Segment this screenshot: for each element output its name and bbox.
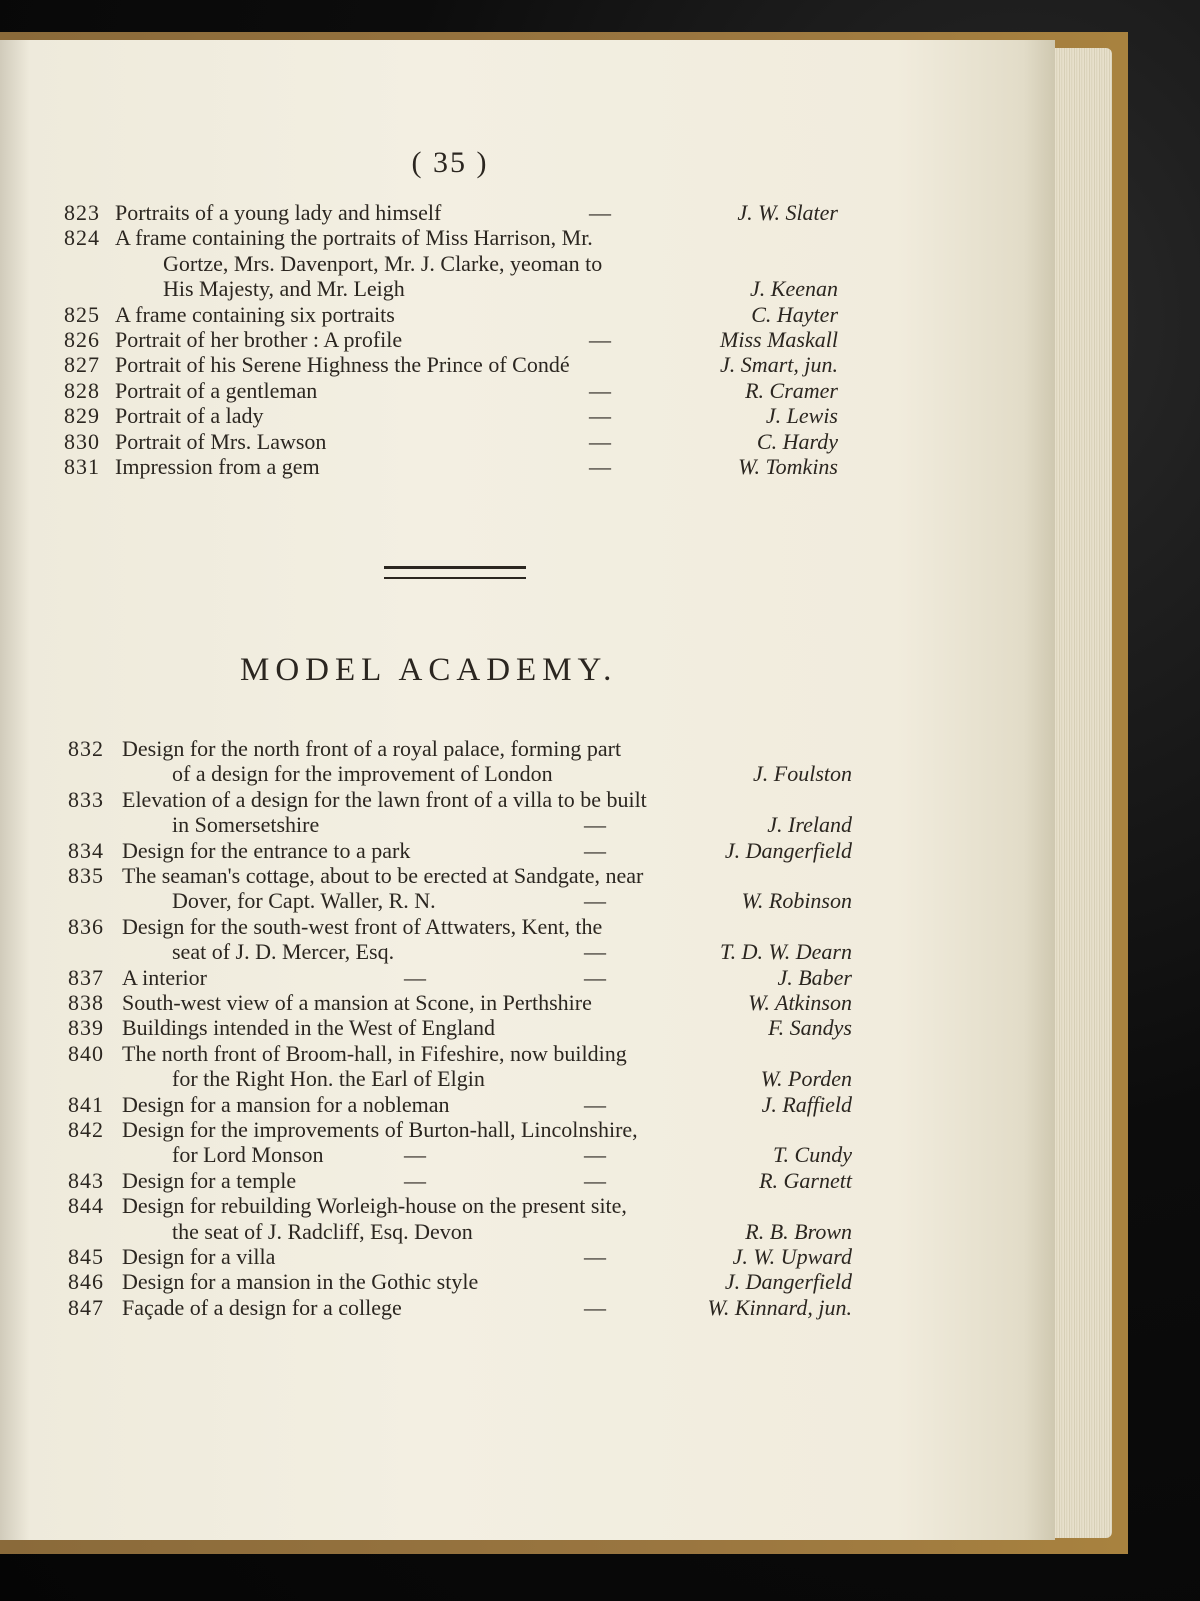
dash-separator: — (584, 837, 606, 863)
artist-name: C. Hardy (756, 428, 838, 454)
entry-title: A frame containing six portraits (115, 301, 395, 327)
entry-line (0, 225, 1000, 253)
artist-name: T. D. W. Dearn (719, 939, 852, 965)
entry-line (0, 939, 1000, 967)
entry-number: 837 (68, 964, 104, 990)
entry-number: 844 (68, 1193, 104, 1219)
entry-title: The seaman's cottage, about to be erected at Sandgate, near (122, 863, 644, 888)
dash-separator: — (584, 1244, 606, 1269)
dash-separator: — (589, 327, 611, 352)
dash-separator: — (589, 428, 611, 454)
artist-name: J. W. Upward (732, 1244, 852, 1269)
dash-separator: — (584, 1294, 606, 1320)
entry-number: 827 (64, 352, 100, 378)
entry-line (0, 1219, 1000, 1247)
entry-number: 845 (68, 1244, 104, 1269)
entry-number: 843 (68, 1167, 104, 1193)
artist-name: R. Cramer (745, 377, 838, 403)
entry-title: Design for the north front of a royal palace, forming part (122, 736, 622, 761)
entry-line (0, 736, 1000, 764)
entry-line (0, 812, 1000, 840)
entry-title: Design for rebuilding Worleigh-house on the present site, (122, 1193, 627, 1219)
entry-title: Portrait of his Serene Highness the Prince of Condé (115, 352, 570, 378)
entry-line (0, 1193, 1000, 1221)
entry-number: 823 (64, 200, 100, 225)
artist-name: F. Sandys (768, 1015, 852, 1041)
entry-title: Portrait of a lady (115, 403, 264, 429)
entry-line (0, 914, 1000, 942)
entry-line (0, 888, 1000, 916)
entry-title: South-west view of a mansion at Scone, in Perthshire (122, 990, 592, 1015)
dash-separator: — (589, 454, 611, 479)
page-number: ( 35 ) (411, 146, 489, 179)
entry-number: 825 (64, 301, 100, 327)
entry-title: The north front of Broom-hall, in Fifeshire, now building (122, 1040, 627, 1066)
entry-line (0, 327, 1000, 355)
entry-title: Portrait of her brother : A profile (115, 327, 403, 352)
entry-number: 831 (64, 454, 100, 479)
entry-line (0, 1295, 1000, 1323)
entry-number: 824 (64, 225, 100, 251)
entry-line (0, 1244, 1000, 1272)
entry-line (0, 1066, 1000, 1094)
section-heading: MODEL ACADEMY. (240, 652, 618, 688)
entry-line (0, 429, 1000, 457)
artist-name: J. Dangerfield (724, 1269, 852, 1295)
entry-title: Design for the entrance to a park (122, 837, 411, 863)
entry-line (0, 403, 1000, 431)
entry-title: Gortze, Mrs. Davenport, Mr. J. Clarke, yeoman to (163, 250, 603, 276)
entry-title: Buildings intended in the West of England (122, 1015, 496, 1041)
artist-name: Miss Maskall (720, 327, 838, 352)
entry-title: for the Right Hon. the Earl of Elgin (172, 1066, 485, 1092)
entry-line (0, 200, 1000, 228)
dash-separator: — (584, 1167, 606, 1193)
entry-number: 846 (68, 1269, 104, 1295)
artist-name: W. Robinson (741, 888, 852, 914)
dash-separator: — (589, 377, 611, 403)
entry-line (0, 990, 1000, 1018)
entry-number: 826 (64, 327, 100, 352)
entry-title: of a design for the improvement of London (172, 761, 553, 787)
entry-number: 828 (64, 377, 100, 403)
entry-title: Façade of a design for a college (122, 1294, 402, 1320)
artist-name: R. Garnett (759, 1167, 852, 1193)
dash-separator: — (584, 1142, 606, 1168)
entry-title: Portrait of Mrs. Lawson (115, 428, 327, 454)
entry-line (0, 378, 1000, 406)
entry-number: 833 (68, 786, 104, 812)
artist-name: J. Smart, jun. (720, 352, 838, 378)
artist-name: J. Lewis (765, 403, 838, 429)
entry-number: 834 (68, 837, 104, 863)
entry-title: A frame containing the portraits of Miss Harrison, Mr. (115, 225, 593, 251)
entry-number: 838 (68, 990, 104, 1015)
entry-line (0, 1269, 1000, 1297)
entry-line (0, 251, 1000, 279)
entry-line (0, 276, 1000, 304)
dash-separator: — (404, 964, 426, 990)
entry-title: A interior (122, 964, 207, 990)
entry-title: Dover, for Capt. Waller, R. N. (172, 888, 436, 914)
entry-title: Portraits of a young lady and himself (115, 200, 442, 225)
dash-separator: — (589, 403, 611, 429)
entry-line (0, 1092, 1000, 1120)
dash-separator: — (584, 964, 606, 990)
entry-number: 840 (68, 1040, 104, 1066)
entry-number: 839 (68, 1015, 104, 1041)
entry-title: Design for a villa (122, 1244, 276, 1269)
entry-number: 841 (68, 1091, 104, 1117)
entry-number: 836 (68, 913, 104, 939)
artist-name: W. Atkinson (748, 990, 852, 1015)
artist-name: J. W. Slater (737, 200, 838, 225)
dash-separator: — (584, 939, 606, 965)
dash-separator: — (584, 812, 606, 838)
entry-title: Design for a temple (122, 1167, 297, 1193)
entry-number: 842 (68, 1117, 104, 1142)
artist-name: J. Keenan (750, 276, 838, 302)
artist-name: J. Raffield (761, 1091, 852, 1117)
entry-number: 847 (68, 1294, 104, 1320)
artist-name: J. Dangerfield (724, 837, 852, 863)
entry-line (0, 965, 1000, 993)
dash-separator: — (589, 200, 611, 225)
entry-number: 832 (68, 736, 104, 761)
artist-name: W. Kinnard, jun. (707, 1294, 852, 1320)
entry-line (0, 838, 1000, 866)
entry-title: Impression from a gem (115, 454, 320, 479)
entry-title: His Majesty, and Mr. Leigh (163, 276, 405, 302)
entry-title: seat of J. D. Mercer, Esq. (172, 939, 395, 965)
entry-number: 829 (64, 403, 100, 429)
artist-name: J. Foulston (753, 761, 852, 787)
artist-name: T. Cundy (772, 1142, 852, 1168)
entry-title: in Somersetshire (172, 812, 320, 838)
artist-name: J. Ireland (767, 812, 852, 838)
entry-line (0, 1142, 1000, 1170)
entry-title: Elevation of a design for the lawn front of a villa to be built (122, 786, 647, 812)
entry-line (0, 787, 1000, 815)
entry-number: 830 (64, 428, 100, 454)
artist-name: R. B. Brown (745, 1218, 852, 1244)
entry-line (0, 1168, 1000, 1196)
entry-number: 835 (68, 863, 104, 888)
entry-line (0, 1041, 1000, 1069)
section-divider-rule (384, 566, 526, 579)
entry-title: Design for the improvements of Burton-hall, Lincolnshire, (122, 1117, 638, 1142)
entry-line (0, 302, 1000, 330)
dash-separator: — (584, 888, 606, 914)
entry-title: Design for a mansion in the Gothic style (122, 1269, 479, 1295)
dash-separator: — (404, 1142, 426, 1168)
entry-line (0, 352, 1000, 380)
dash-separator: — (584, 1091, 606, 1117)
artist-name: W. Tomkins (738, 454, 838, 479)
entry-title: Design for the south-west front of Attwaters, Kent, the (122, 913, 603, 939)
entry-line (0, 761, 1000, 789)
dash-separator: — (404, 1167, 426, 1193)
entry-line (0, 1117, 1000, 1145)
entry-title: for Lord Monson (172, 1142, 324, 1168)
entry-title: the seat of J. Radcliff, Esq. Devon (172, 1218, 473, 1244)
artist-name: J. Baber (777, 964, 852, 990)
artist-name: W. Porden (760, 1066, 852, 1092)
entry-title: Design for a mansion for a nobleman (122, 1091, 450, 1117)
artist-name: C. Hayter (751, 301, 838, 327)
entry-line (0, 1015, 1000, 1043)
entry-line (0, 863, 1000, 891)
entry-line (0, 454, 1000, 482)
entry-title: Portrait of a gentleman (115, 377, 318, 403)
